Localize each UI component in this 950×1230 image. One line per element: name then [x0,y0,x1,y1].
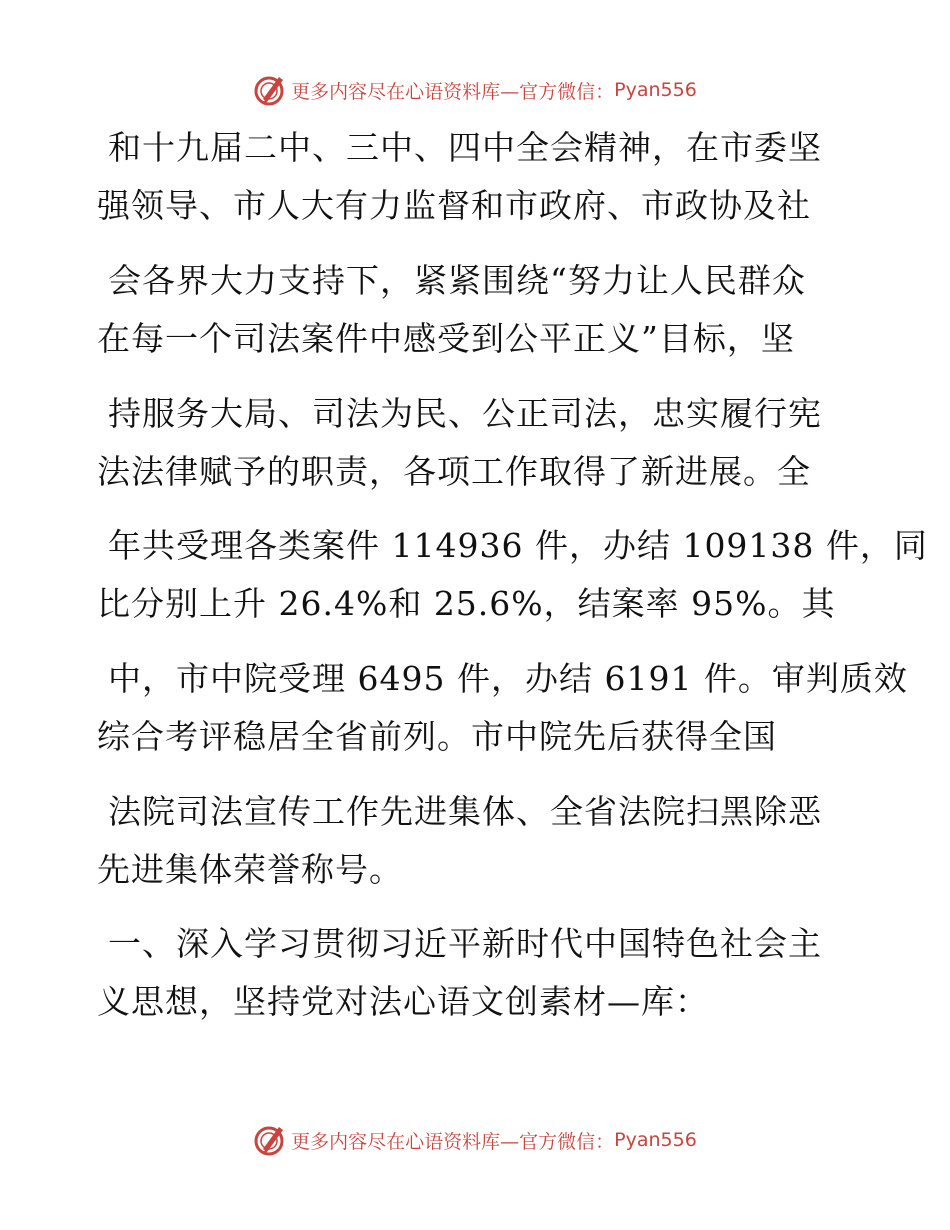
watermark-brand: Pyan556 [614,79,697,101]
body-line: 中，市中院受理 6495 件，办结 6191 件。审判质效 [108,659,908,698]
body-line: 先进集体荣誉称号。 [97,850,403,889]
body-line: 法法律赋予的职责，各项工作取得了新进展。全 [97,452,811,491]
watermark-banner-top [0,70,950,110]
body-line: 法院司法宣传工作先进集体、全省法院扫黑除恶 [108,792,822,831]
body-line: 强领导、市人大有力监督和市政府、市政协及社 [97,186,811,225]
body-line: 年共受理各类案件 114936 件，办结 109138 件，同 [108,526,928,565]
section-heading: 一、深入学习贯彻习近平新时代中国特色社会主 [108,924,822,963]
body-line: 和十九届二中、三中、四中全会精神，在市委坚 [108,128,822,167]
body-line: 比分别上升 26.4%和 25.6%，结案率 95%。其 [97,584,836,623]
watermark-banner-bottom [0,1120,950,1160]
body-line: 会各界大力支持下，紧紧围绕“努力让人民群众 [108,261,806,300]
body-line: 综合考评稳居全省前列。市中院先后获得全国 [97,717,777,756]
pen-nib-seal-icon [253,1123,287,1157]
body-line: 在每一个司法案件中感受到公平正义”目标，坚 [97,319,795,358]
watermark-brand: Pyan556 [614,1129,697,1151]
watermark-text: 更多内容尽在心语资料库—官方微信： [291,1130,615,1153]
section-heading: 义思想，坚持党对法心语文创素材—库： [97,982,709,1021]
watermark-text: 更多内容尽在心语资料库—官方微信： [291,80,615,103]
pen-nib-seal-icon [253,73,287,107]
body-line: 持服务大局、司法为民、公正司法，忠实履行宪 [108,394,822,433]
